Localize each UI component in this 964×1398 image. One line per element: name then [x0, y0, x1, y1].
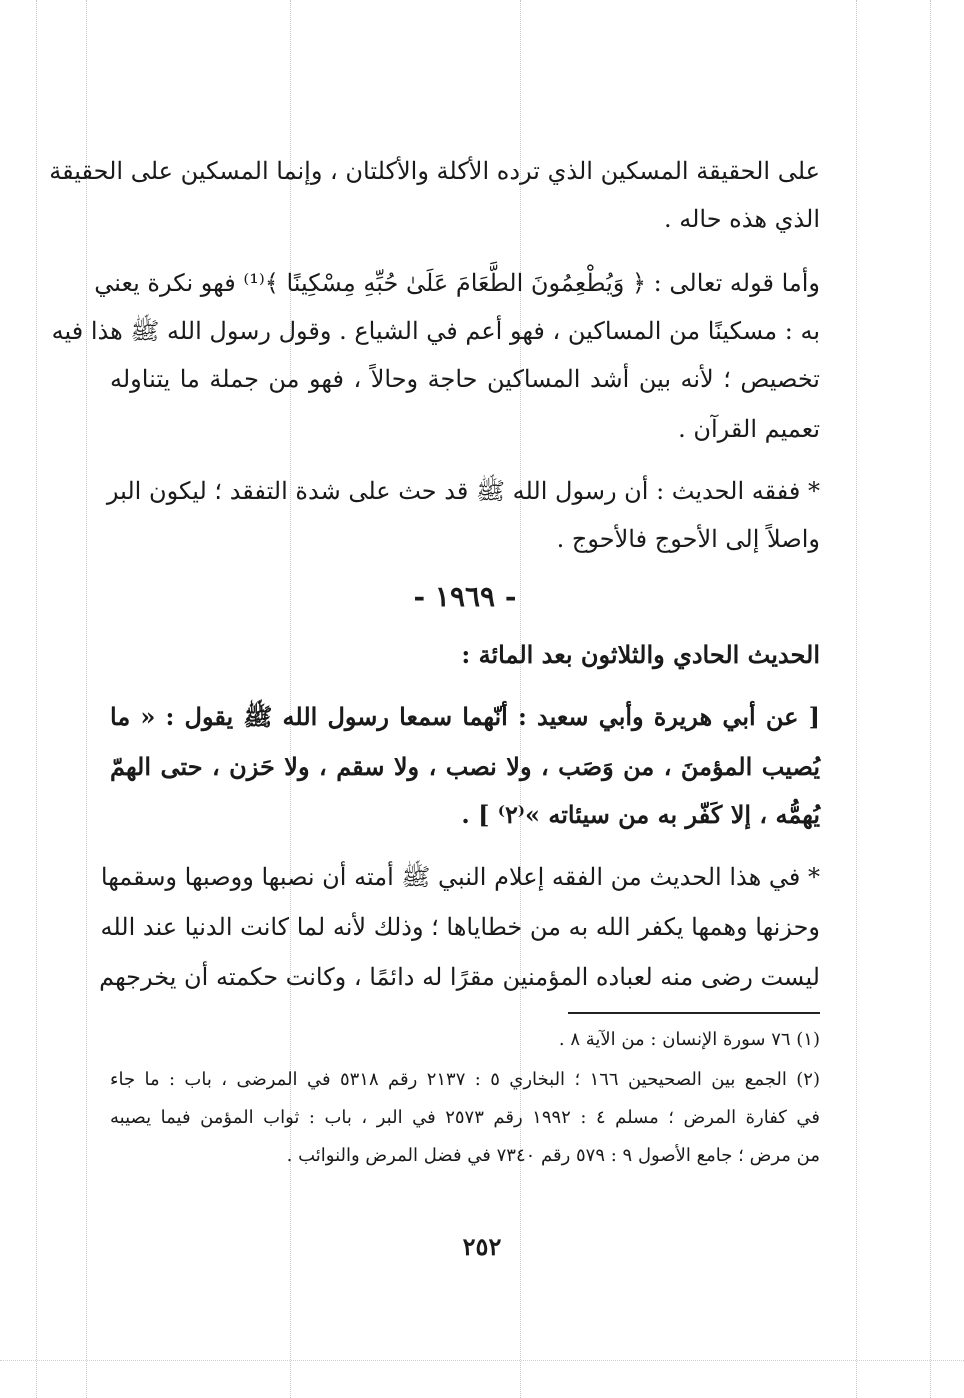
footnote-separator — [568, 1012, 820, 1014]
scan-guide-line — [930, 0, 931, 1398]
body-line: تخصيص ؛ لأنه بين أشد المساكين حاجة وحالاً ، فهو من جملة ما يتناوله — [110, 365, 820, 393]
body-line: وأما قوله تعالى : ﴿ وَيُطْعِمُونَ الطَّعَامَ عَلَىٰ حُبِّهِ مِسْكِينًا ﴾⁽¹⁾ فهو نكرة يعني — [94, 269, 820, 297]
hadith-line: يُصيب المؤمنَ ، من وَصَب ، ولا نصب ، ولا سقم ، ولا حَزن ، حتى الهمّ — [110, 752, 820, 781]
footnote: (٢) الجمع بين الصحيحين ١٦٦ ؛ البخاري ٥ : ٢١٣٧ رقم ٥٣١٨ في المرضى ، باب : ما جاء — [110, 1069, 820, 1090]
body-line: * ففقه الحديث : أن رسول الله ﷺ قد حث على شدة التفقد ؛ ليكون البر — [106, 477, 820, 505]
hadith-title: الحديث الحادي والثلاثون بعد المائة : — [461, 640, 820, 669]
footnote: من مرض ؛ جامع الأصول ٩ : ٥٧٩ رقم ٧٣٤٠ في فضل المرض والنوائب . — [286, 1145, 820, 1166]
footnote: في كفارة المرض ؛ مسلم ٤ : ١٩٩٢ رقم ٢٥٧٣ في البر ، باب : ثواب المؤمن فيما يصيبه — [110, 1107, 820, 1128]
hadith-line: يُهمُّه ، إلا كَفّر به من سيئاته »⁽٢⁾ ] . — [461, 800, 820, 829]
body-line: على الحقيقة المسكين الذي ترده الأكلة والأكلتان ، وإنما المسكين على الحقيقة — [49, 157, 820, 185]
hadith-line: [ عن أبي هريرة وأبي سعيد : أنّهما سمعا رسول الله ﷺ يقول : « ما — [110, 702, 820, 731]
footnote: (١) ٧٦ سورة الإنسان : من الآية ٨ . — [558, 1029, 820, 1050]
body-text — [49, 146, 820, 566]
scan-guide-line — [0, 1360, 964, 1361]
body-line: به : مسكينًا من المساكين ، فهو أعم في الشياع . وقول رسول الله ﷺ هذا فيه — [51, 317, 820, 345]
hadith-number: - ١٩٦٩ - — [413, 580, 517, 613]
body-line: الذي هذه حاله . — [663, 205, 820, 233]
commentary-line: وحزنها وهمها يكفر الله به من خطاياها ؛ وذلك لأنه لما كانت الدنيا عند الله — [100, 913, 820, 941]
commentary-text — [99, 852, 820, 1002]
commentary-line: * في هذا الحديث من الفقه إعلام النبي ﷺ أمته أن نصبها ووصبها وسقمها — [100, 863, 820, 891]
scan-guide-line — [86, 0, 87, 1398]
commentary-line: ليست رضى منه لعباده المؤمنين مقرًا له دائمًا ، وكانت حكمته أن يخرجهم — [99, 963, 820, 991]
page-number: ٢٥٢ — [462, 1232, 502, 1261]
body-line: واصلاً إلى الأحوج فالأحوج . — [556, 525, 820, 553]
scan-guide-line — [856, 0, 857, 1398]
scan-guide-line — [36, 0, 37, 1398]
hadith-text — [110, 692, 820, 842]
body-line: تعميم القرآن . — [678, 415, 820, 443]
